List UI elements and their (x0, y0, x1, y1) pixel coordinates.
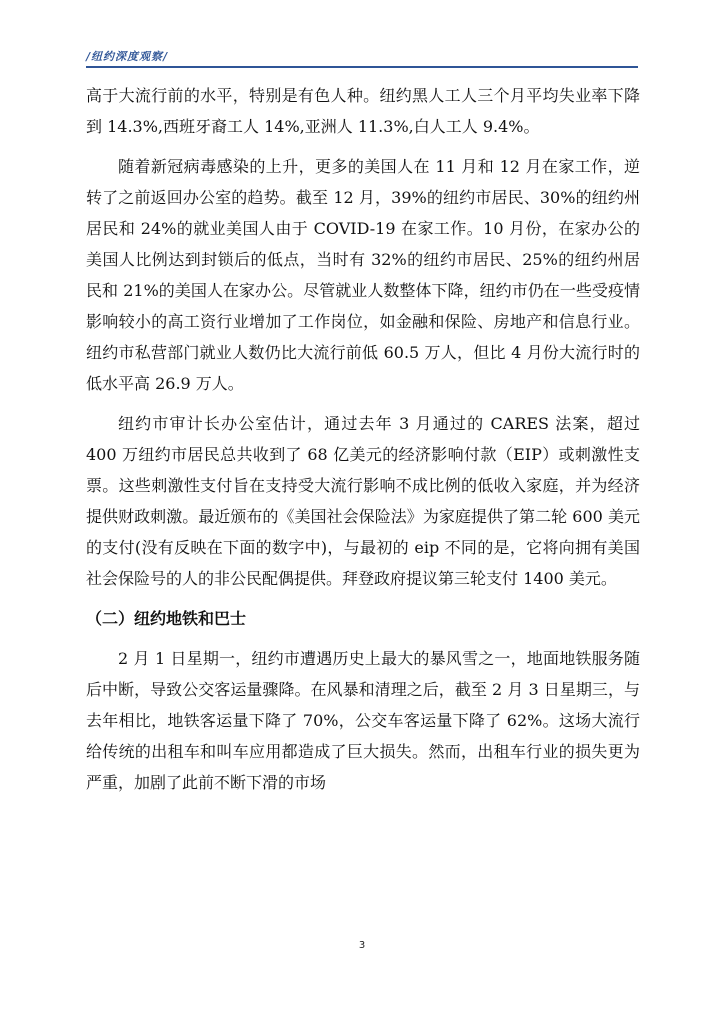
paragraph-continued: 高于大流行前的水平，特别是有色人种。纽约黑人工人三个月平均失业率下降到 14.3%,西班牙裔工人 14%,亚洲人 11.3%,白人工人 9.4%。 (86, 86, 640, 136)
page-number: 3 (358, 940, 366, 951)
running-header: /纽约深度观察/ (86, 50, 169, 63)
paragraph-subway-bus: 2 月 1 日星期一，纽约市遭遇历史上最大的暴风雪之一，地面地铁服务随后中断，导致公交客运量骤降。在风暴和清理之后，截至 2 月 3 日星期三，与去年相比，地铁客运量下降了 70%，公交车客运量下降了 62%。这场大流行给传统的出租车和叫车应用都造成了巨大损失。然而，出租车行业的损失更为严重，加剧了此前不断下滑的市场 (86, 649, 640, 792)
header-divider (86, 66, 638, 68)
paragraph-remote-work: 随着新冠病毒感染的上升，更多的美国人在 11 月和 12 月在家工作，逆转了之前返回办公室的趋势。截至 12 月，39%的纽约市居民、30%的纽约州居民和 24%的就业美国人由于 COVID-19 在家工作。10 月份，在家办公的美国人比例达到封锁后的低点，当时有 32%的纽约市居民、25%的纽约州居民和 21%的美国人在家办公。尽管就业人数整体下降，纽约市仍在一些受疫情影响较小的高工资行业增加了工作岗位，如金融和保险、房地产和信息行业。纽约市私营部门就业人数仍比大流行前低 60.5 万人，但比 4 月份大流行时的低水平高 26.9 万人。 (86, 157, 640, 393)
paragraph-stimulus: 纽约市审计长办公室估计，通过去年 3 月通过的 CARES 法案，超过 400 万纽约市居民总共收到了 68 亿美元的经济影响付款（EIP）或刺激性支票。这些刺激性支付旨在支持受大流行影响不成比例的低收入家庭，并为经济提供财政刺激。最近颁布的《美国社会保险法》为家庭提供了第二轮 600 美元的支付(没有反映在下面的数字中)，与最初的 eip 不同的是，它将向拥有美国社会保险号的人的非公民配偶提供。拜登政府提议第三轮支付 1400 美元。 (86, 414, 640, 588)
document-body (86, 80, 640, 807)
section-heading: （二）纽约地铁和巴士 (86, 609, 247, 628)
